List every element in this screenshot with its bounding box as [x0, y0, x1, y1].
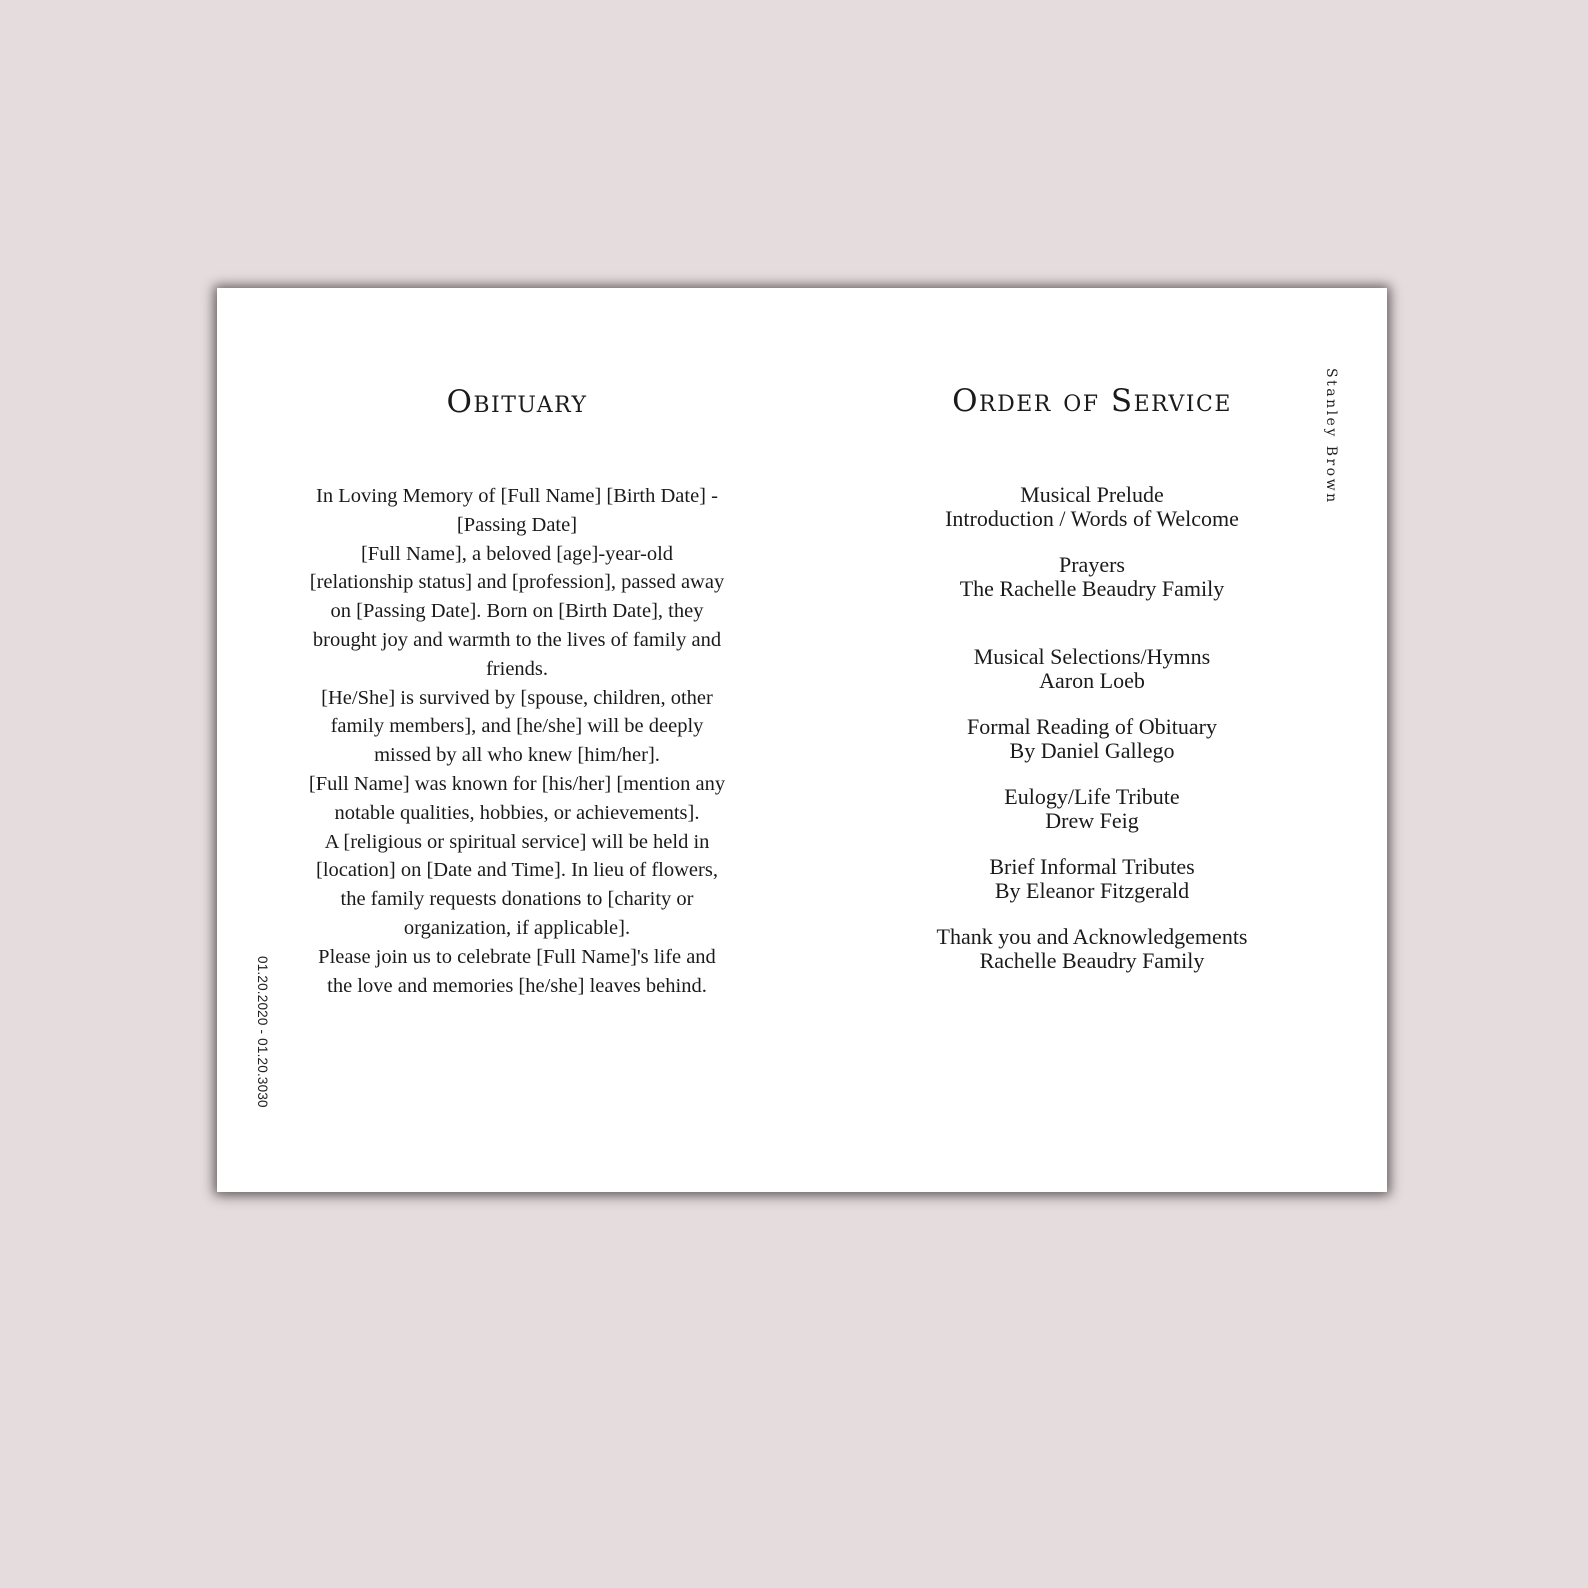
service-item-title: Musical Selections/Hymns: [973, 644, 1211, 669]
service-list: [872, 483, 1312, 995]
obituary-paragraph: [He/She] is survived by [spouse, children, other family members], and [he/she] will be deeply missed by all who knew [him/her].: [321, 686, 713, 767]
service-item: [872, 925, 1312, 972]
service-item-detail: Drew Feig: [1045, 807, 1139, 833]
obituary-panel: [297, 288, 737, 1192]
service-item-detail: By Daniel Gallego: [1009, 737, 1175, 763]
service-item-title: Prayers: [1059, 552, 1125, 577]
service-item: [872, 715, 1312, 762]
service-item-title: Eulogy/Life Tribute: [1004, 784, 1180, 809]
service-item: [872, 645, 1312, 692]
service-item-title: Formal Reading of Obituary: [967, 714, 1217, 739]
service-item-title: Thank you and Acknowledgements: [936, 924, 1248, 949]
service-item-title: Musical Prelude: [1020, 482, 1164, 507]
obituary-paragraph: In Loving Memory of [Full Name] [Birth Date] - [Passing Date]: [316, 485, 718, 536]
obituary-paragraph: Please join us to celebrate [Full Name]'s life and the love and memories [he/she] leaves behind.: [318, 945, 716, 997]
obituary-heading: Obituary: [446, 384, 588, 420]
obituary-paragraph: [Full Name] was known for [his/her] [mention any notable qualities, hobbies, or achievements].: [308, 772, 726, 824]
service-item-detail: Rachelle Beaudry Family: [979, 947, 1205, 973]
service-item: [872, 483, 1312, 530]
service-item-detail: The Rachelle Beaudry Family: [959, 575, 1225, 601]
service-item-detail: Aaron Loeb: [1039, 667, 1145, 693]
service-item-detail: Introduction / Words of Welcome: [945, 505, 1239, 531]
deceased-name: Stanley Brown: [1323, 368, 1339, 505]
program-spread: [217, 288, 1387, 1192]
obituary-body: [297, 482, 737, 1000]
obituary-paragraph: A [religious or spiritual service] will be held in [location] on [Date and Time]. In lieu of flowers, the family requests donations to [charity or organization, if applicable].: [316, 830, 718, 939]
order-of-service-panel: [872, 288, 1312, 1192]
service-item-detail: By Eleanor Fitzgerald: [994, 877, 1190, 903]
obituary-paragraph: [Full Name], a beloved [age]-year-old [relationship status] and [profession], passed away on [Passing Date]. Born on [Birth Date], they brought joy and warmth to the lives of family and friends.: [309, 542, 725, 680]
service-item: [872, 785, 1312, 832]
service-item: [872, 553, 1312, 600]
service-item-title: Brief Informal Tributes: [989, 854, 1195, 879]
service-item: [872, 855, 1312, 902]
order-of-service-heading: Order of Service: [952, 383, 1232, 419]
life-dates: 01.20.2020 - 01.20.3030: [255, 956, 270, 1108]
